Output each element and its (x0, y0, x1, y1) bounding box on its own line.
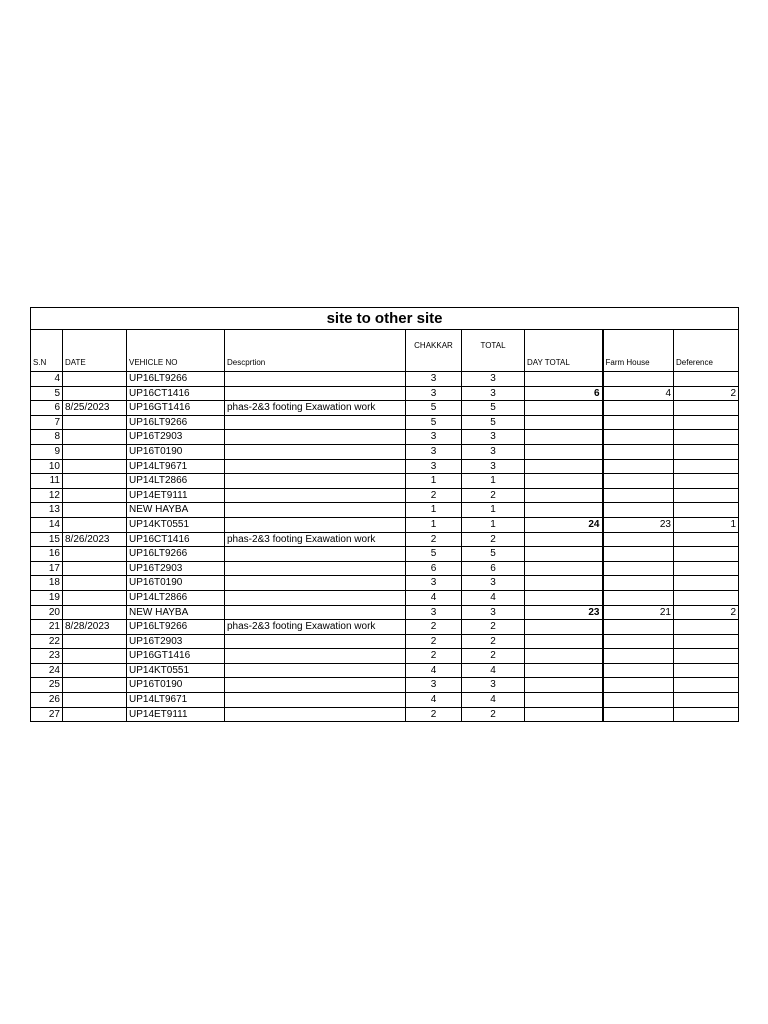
cell-sn: 6 (31, 401, 63, 416)
cell-chakkar: 2 (406, 707, 462, 722)
cell-description (225, 459, 406, 474)
header-vehicle: VEHICLE NO (127, 330, 225, 372)
cell-vehicle: UP14KT0551 (127, 517, 225, 532)
sheet-title: site to other site (31, 308, 739, 330)
cell-date (63, 649, 127, 664)
cell-sn: 17 (31, 561, 63, 576)
cell-day-total: 24 (525, 517, 603, 532)
cell-chakkar: 3 (406, 386, 462, 401)
cell-chakkar: 4 (406, 590, 462, 605)
cell-deference (674, 678, 739, 693)
cell-day-total (525, 401, 603, 416)
cell-sn: 20 (31, 605, 63, 620)
cell-farm-house (603, 547, 674, 562)
table-row (31, 634, 739, 649)
table-row (31, 707, 739, 722)
cell-day-total (525, 649, 603, 664)
cell-vehicle: UP16CT1416 (127, 532, 225, 547)
cell-farm-house (603, 401, 674, 416)
table-row (31, 488, 739, 503)
cell-chakkar: 1 (406, 503, 462, 518)
cell-chakkar: 3 (406, 444, 462, 459)
header-deference: Deference (674, 330, 739, 372)
cell-farm-house (603, 415, 674, 430)
cell-day-total (525, 444, 603, 459)
cell-chakkar: 2 (406, 634, 462, 649)
cell-day-total (525, 707, 603, 722)
cell-chakkar: 5 (406, 547, 462, 562)
cell-description (225, 693, 406, 708)
cell-deference (674, 503, 739, 518)
cell-total: 1 (462, 503, 525, 518)
cell-chakkar: 3 (406, 430, 462, 445)
cell-description (225, 707, 406, 722)
cell-vehicle: NEW HAYBA (127, 503, 225, 518)
cell-description (225, 444, 406, 459)
cell-vehicle: UP16T0190 (127, 678, 225, 693)
cell-chakkar: 3 (406, 372, 462, 387)
cell-deference (674, 576, 739, 591)
cell-vehicle: UP16GT1416 (127, 401, 225, 416)
cell-description (225, 663, 406, 678)
cell-total: 3 (462, 430, 525, 445)
cell-farm-house (603, 474, 674, 489)
cell-date (63, 488, 127, 503)
cell-day-total (525, 620, 603, 635)
cell-sn: 22 (31, 634, 63, 649)
cell-chakkar: 3 (406, 605, 462, 620)
cell-day-total: 23 (525, 605, 603, 620)
cell-farm-house (603, 634, 674, 649)
cell-description: phas-2&3 footing Exawation work (225, 620, 406, 635)
cell-farm-house (603, 576, 674, 591)
cell-deference: 2 (674, 386, 739, 401)
cell-description (225, 503, 406, 518)
cell-total: 3 (462, 386, 525, 401)
cell-sn: 5 (31, 386, 63, 401)
cell-total: 2 (462, 634, 525, 649)
cell-vehicle: NEW HAYBA (127, 605, 225, 620)
cell-farm-house (603, 444, 674, 459)
cell-description (225, 547, 406, 562)
cell-sn: 26 (31, 693, 63, 708)
cell-day-total (525, 488, 603, 503)
cell-date (63, 590, 127, 605)
cell-deference (674, 532, 739, 547)
cell-description (225, 517, 406, 532)
cell-description (225, 561, 406, 576)
table-row (31, 576, 739, 591)
cell-total: 2 (462, 488, 525, 503)
cell-date: 8/26/2023 (63, 532, 127, 547)
cell-day-total (525, 576, 603, 591)
cell-description (225, 415, 406, 430)
header-total: TOTAL (462, 330, 525, 372)
cell-total: 3 (462, 576, 525, 591)
cell-vehicle: UP14ET9111 (127, 707, 225, 722)
cell-description (225, 430, 406, 445)
cell-chakkar: 2 (406, 649, 462, 664)
cell-deference (674, 707, 739, 722)
cell-date (63, 634, 127, 649)
cell-deference (674, 649, 739, 664)
cell-deference (674, 620, 739, 635)
cell-deference (674, 474, 739, 489)
cell-date (63, 430, 127, 445)
cell-chakkar: 3 (406, 678, 462, 693)
header-date: DATE (63, 330, 127, 372)
cell-total: 4 (462, 590, 525, 605)
cell-deference (674, 634, 739, 649)
table-row (31, 503, 739, 518)
cell-sn: 27 (31, 707, 63, 722)
cell-total: 2 (462, 620, 525, 635)
cell-date (63, 693, 127, 708)
cell-day-total (525, 532, 603, 547)
cell-total: 3 (462, 444, 525, 459)
header-description: Descprtion (225, 330, 406, 372)
cell-vehicle: UP16T2903 (127, 561, 225, 576)
cell-total: 3 (462, 372, 525, 387)
cell-date (63, 547, 127, 562)
table-row (31, 372, 739, 387)
cell-day-total (525, 678, 603, 693)
cell-farm-house (603, 488, 674, 503)
cell-date (63, 444, 127, 459)
cell-description (225, 678, 406, 693)
cell-total: 1 (462, 474, 525, 489)
cell-deference (674, 590, 739, 605)
cell-farm-house: 4 (603, 386, 674, 401)
cell-date (63, 678, 127, 693)
cell-date (63, 503, 127, 518)
cell-deference (674, 693, 739, 708)
cell-chakkar: 2 (406, 620, 462, 635)
cell-description (225, 488, 406, 503)
cell-date (63, 663, 127, 678)
cell-vehicle: UP16T0190 (127, 444, 225, 459)
header-day-total: DAY TOTAL (525, 330, 603, 372)
table-row (31, 547, 739, 562)
table-row (31, 430, 739, 445)
cell-date (63, 576, 127, 591)
cell-vehicle: UP14LT9671 (127, 459, 225, 474)
cell-date (63, 474, 127, 489)
cell-farm-house: 23 (603, 517, 674, 532)
header-sn: S.N (31, 330, 63, 372)
cell-description (225, 605, 406, 620)
cell-total: 3 (462, 605, 525, 620)
cell-date (63, 372, 127, 387)
cell-total: 1 (462, 517, 525, 532)
table-row (31, 649, 739, 664)
cell-date (63, 605, 127, 620)
table-row (31, 678, 739, 693)
cell-description (225, 372, 406, 387)
cell-farm-house (603, 532, 674, 547)
cell-total: 4 (462, 693, 525, 708)
table-row (31, 386, 739, 401)
cell-chakkar: 1 (406, 517, 462, 532)
cell-day-total: 6 (525, 386, 603, 401)
cell-vehicle: UP14ET9111 (127, 488, 225, 503)
table-row (31, 444, 739, 459)
table-row (31, 532, 739, 547)
cell-vehicle: UP16LT9266 (127, 547, 225, 562)
cell-deference (674, 415, 739, 430)
cell-day-total (525, 590, 603, 605)
cell-deference (674, 561, 739, 576)
cell-sn: 13 (31, 503, 63, 518)
cell-deference (674, 547, 739, 562)
cell-day-total (525, 430, 603, 445)
cell-vehicle: UP14KT0551 (127, 663, 225, 678)
cell-date: 8/28/2023 (63, 620, 127, 635)
cell-day-total (525, 561, 603, 576)
cell-date (63, 561, 127, 576)
cell-vehicle: UP16T0190 (127, 576, 225, 591)
cell-sn: 14 (31, 517, 63, 532)
table-row (31, 590, 739, 605)
cell-day-total (525, 634, 603, 649)
cell-farm-house (603, 663, 674, 678)
table-row (31, 474, 739, 489)
cell-farm-house (603, 707, 674, 722)
cell-total: 5 (462, 415, 525, 430)
cell-sn: 25 (31, 678, 63, 693)
cell-sn: 18 (31, 576, 63, 591)
cell-day-total (525, 459, 603, 474)
cell-date (63, 707, 127, 722)
cell-farm-house (603, 649, 674, 664)
cell-day-total (525, 503, 603, 518)
cell-description: phas-2&3 footing Exawation work (225, 401, 406, 416)
cell-farm-house: 21 (603, 605, 674, 620)
cell-sn: 24 (31, 663, 63, 678)
cell-sn: 21 (31, 620, 63, 635)
table-row (31, 620, 739, 635)
cell-deference (674, 663, 739, 678)
cell-total: 6 (462, 561, 525, 576)
vehicle-trip-table (30, 307, 739, 722)
cell-farm-house (603, 693, 674, 708)
cell-chakkar: 2 (406, 488, 462, 503)
cell-sn: 4 (31, 372, 63, 387)
cell-vehicle: UP16LT9266 (127, 620, 225, 635)
cell-day-total (525, 547, 603, 562)
cell-deference (674, 459, 739, 474)
table-row (31, 663, 739, 678)
cell-sn: 8 (31, 430, 63, 445)
table-row (31, 415, 739, 430)
cell-chakkar: 3 (406, 576, 462, 591)
cell-total: 5 (462, 401, 525, 416)
cell-sn: 11 (31, 474, 63, 489)
cell-day-total (525, 474, 603, 489)
cell-deference (674, 444, 739, 459)
cell-vehicle: UP16T2903 (127, 634, 225, 649)
cell-chakkar: 3 (406, 459, 462, 474)
cell-date (63, 415, 127, 430)
header-farm-house: Farm House (603, 330, 674, 372)
cell-chakkar: 4 (406, 693, 462, 708)
spreadsheet (30, 307, 738, 722)
cell-vehicle: UP14LT9671 (127, 693, 225, 708)
cell-description: phas-2&3 footing Exawation work (225, 532, 406, 547)
cell-description (225, 634, 406, 649)
cell-description (225, 576, 406, 591)
table-row (31, 605, 739, 620)
table-row (31, 459, 739, 474)
cell-description (225, 386, 406, 401)
cell-vehicle: UP16T2903 (127, 430, 225, 445)
cell-vehicle: UP14LT2866 (127, 590, 225, 605)
cell-farm-house (603, 430, 674, 445)
cell-sn: 10 (31, 459, 63, 474)
table-row (31, 561, 739, 576)
cell-date: 8/25/2023 (63, 401, 127, 416)
cell-description (225, 649, 406, 664)
cell-sn: 19 (31, 590, 63, 605)
cell-day-total (525, 663, 603, 678)
cell-date (63, 386, 127, 401)
cell-total: 2 (462, 649, 525, 664)
cell-date (63, 517, 127, 532)
cell-vehicle: UP16LT9266 (127, 372, 225, 387)
cell-deference (674, 430, 739, 445)
cell-chakkar: 1 (406, 474, 462, 489)
cell-sn: 23 (31, 649, 63, 664)
cell-farm-house (603, 620, 674, 635)
header-row (31, 330, 739, 372)
cell-day-total (525, 415, 603, 430)
cell-day-total (525, 693, 603, 708)
cell-date (63, 459, 127, 474)
cell-sn: 16 (31, 547, 63, 562)
cell-sn: 9 (31, 444, 63, 459)
cell-chakkar: 6 (406, 561, 462, 576)
cell-chakkar: 5 (406, 401, 462, 416)
cell-deference (674, 372, 739, 387)
cell-vehicle: UP16CT1416 (127, 386, 225, 401)
cell-sn: 7 (31, 415, 63, 430)
cell-day-total (525, 372, 603, 387)
cell-chakkar: 5 (406, 415, 462, 430)
cell-farm-house (603, 678, 674, 693)
cell-total: 5 (462, 547, 525, 562)
cell-total: 3 (462, 459, 525, 474)
cell-vehicle: UP14LT2866 (127, 474, 225, 489)
cell-total: 4 (462, 663, 525, 678)
cell-deference: 1 (674, 517, 739, 532)
cell-chakkar: 2 (406, 532, 462, 547)
cell-deference: 2 (674, 605, 739, 620)
cell-deference (674, 488, 739, 503)
cell-sn: 12 (31, 488, 63, 503)
cell-vehicle: UP16GT1416 (127, 649, 225, 664)
cell-farm-house (603, 590, 674, 605)
cell-total: 2 (462, 707, 525, 722)
cell-description (225, 474, 406, 489)
cell-farm-house (603, 503, 674, 518)
cell-deference (674, 401, 739, 416)
table-row (31, 401, 739, 416)
cell-farm-house (603, 372, 674, 387)
cell-description (225, 590, 406, 605)
cell-total: 2 (462, 532, 525, 547)
header-chakkar: CHAKKAR (406, 330, 462, 372)
cell-total: 3 (462, 678, 525, 693)
cell-chakkar: 4 (406, 663, 462, 678)
cell-sn: 15 (31, 532, 63, 547)
table-row (31, 517, 739, 532)
cell-vehicle: UP16LT9266 (127, 415, 225, 430)
table-row (31, 693, 739, 708)
cell-farm-house (603, 561, 674, 576)
cell-farm-house (603, 459, 674, 474)
